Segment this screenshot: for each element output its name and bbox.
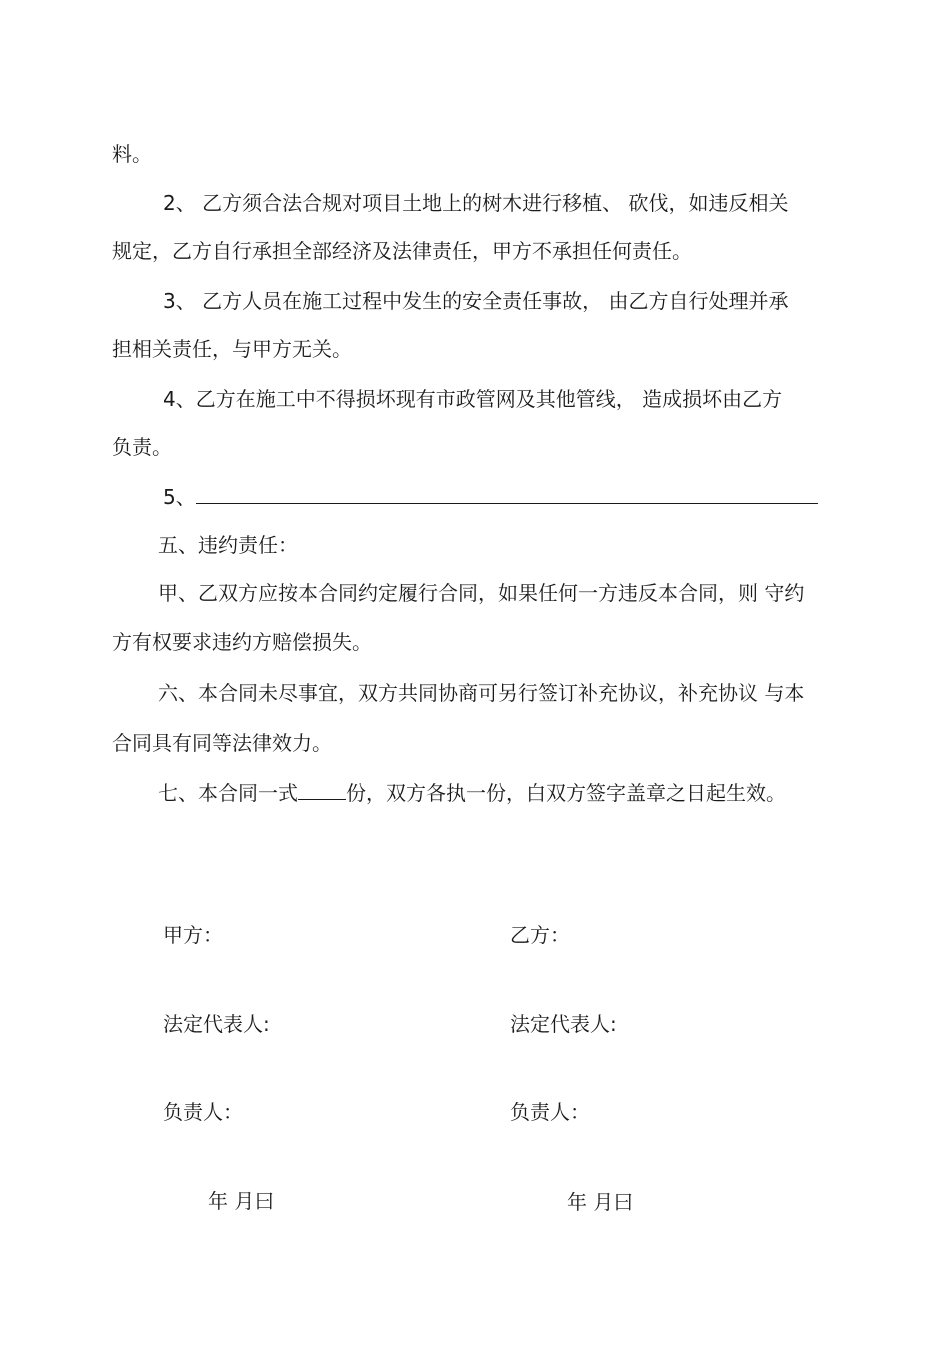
clause-3-line-2: 担相关责任，与甲方无关。 [112,337,352,361]
clause-2-line-2: 规定，乙方自行承担全部经济及法律责任，甲方不承担任何责任。 [112,239,692,263]
party-a-label: 甲方： [163,923,223,947]
date-b: 年 月曰 [567,1190,634,1214]
clause-2-line-1: 2、 乙方须合法合规对项目土地上的树木进行移植、 砍伐，如违反相关 [163,191,789,215]
section-7-prefix: 七、本合同一式 [158,781,298,805]
clause-3-line-1: 3、 乙方人员在施工过程中发生的安全责任事故， 由乙方自行处理并承 [163,289,789,313]
text-line: 料。 [112,142,152,166]
responsible-a-label: 负责人： [163,1100,243,1124]
clause-5-line [163,484,818,510]
section-5-heading: 五、违约责任： [158,533,298,557]
section-7-line [158,780,786,806]
breach-line-2: 方有权要求违约方赔偿损失。 [112,630,372,654]
copies-blank [298,781,346,800]
party-b-label: 乙方： [510,923,570,947]
section-6-line-2: 合同具有同等法律效力。 [112,731,332,755]
date-a: 年 月曰 [208,1189,275,1213]
breach-line-1: 甲、乙双方应按本合同约定履行合同，如果任何一方违反本合同，则 守约 [158,581,805,605]
clause-5-number: 5、 [163,485,196,509]
legal-rep-b-label: 法定代表人: [510,1012,617,1036]
section-7-suffix: 份，双方各执一份，白双方签字盖章之日起生效。 [346,781,786,805]
section-6-line-1: 六、本合同未尽事宜，双方共同协商可另行签订补充协议，补充协议 与本 [158,681,805,705]
clause-5-blank [196,485,818,504]
clause-4-line-2: 负责。 [112,435,172,459]
clause-4-line-1: 4、乙方在施工中不得损坏现有市政管网及其他管线， 造成损坏由乙方 [163,387,783,411]
responsible-b-label: 负责人： [510,1100,590,1124]
legal-rep-a-label: 法定代表人: [163,1012,270,1036]
